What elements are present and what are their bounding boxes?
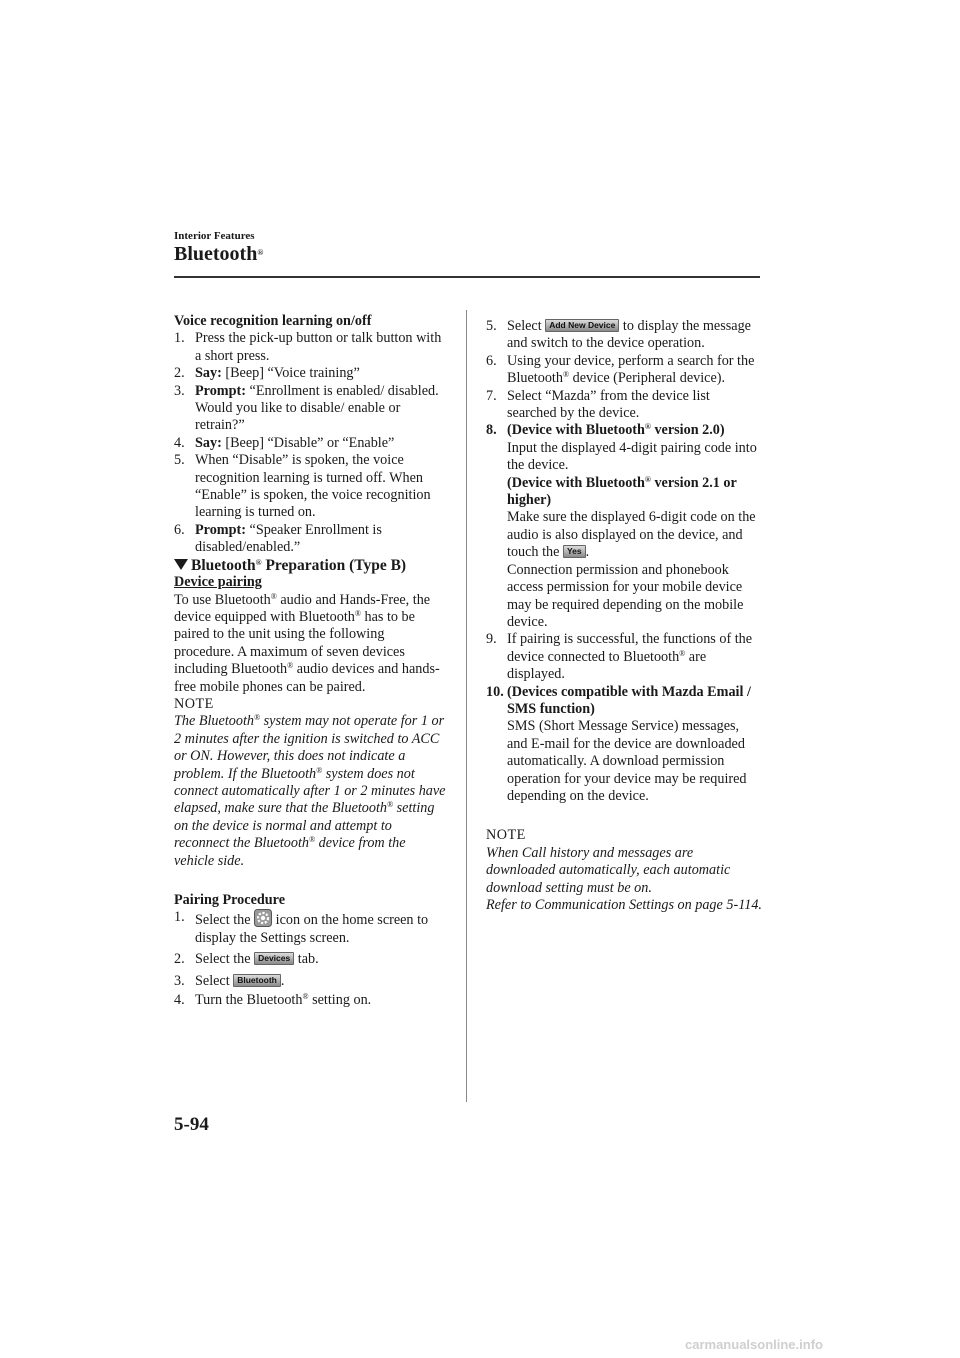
bluetooth-button[interactable]: Bluetooth [233, 974, 281, 987]
vr-step: 6. Prompt: “Speaker Enrollment is disabled/enabled.” [174, 521, 382, 556]
device-pairing-heading: Device pairing [174, 574, 262, 591]
right-note-text-1: When Call history and messages are downloaded automatically, each automatic download setting must be on. [486, 844, 731, 896]
vr-steps-list [174, 330, 446, 556]
note-text: The Bluetooth® system may not operate for 1 or 2 minutes after the ignition is switched to ACC or ON. However, this does not indicate a problem. If the Bluetooth® system does not connect automatically after 1 or 2 minutes have elapsed, make sure that the Bluetooth® setting on the device is normal and attempt to reconnect the Bluetooth® device from the vehicle side. [174, 713, 446, 869]
step-5: 5. Select Add New Device to display the message and switch to the device operation. [486, 318, 751, 352]
vr-step: 5. When “Disable” is spoken, the voice recognition learning is turned off. When “Enable” is spoken, the voice recognition learning is turned on. [174, 452, 431, 521]
step-9: 9. If pairing is successful, the functions of the device connected to Bluetooth® are displayed. [486, 631, 753, 683]
vr-heading: Voice recognition learning on/off [174, 313, 372, 329]
proc-step-2: 2. Select the Devices tab. [174, 951, 319, 968]
right-note-label: NOTE [486, 827, 526, 844]
note-label: NOTE [174, 695, 214, 712]
vr-step: 1. Press the pick-up button or talk button with a short press. [174, 330, 442, 364]
right-note-text-2: Refer to Communication Settings on page 5-114. [486, 897, 762, 913]
proc-step-1: 1. Select the icon on the home screen to display the Settings screen. [174, 909, 429, 946]
left-column [174, 313, 446, 1009]
step-10: 10. (Devices compatible with Mazda Email / SMS function) SMS (Short Message Service) messages, and E-mail for the device are downloaded automatically. A download permission operation for your device may be required depending on the device. [486, 683, 751, 804]
vr-step: 4. Say: [Beep] “Disable” or “Enable” [174, 434, 395, 451]
proc-step-4: 4. Turn the Bluetooth® setting on. [174, 992, 372, 1009]
watermark: carmanualsonline.info [685, 1337, 823, 1352]
step-6: 6. Using your device, perform a search for the Bluetooth® device (Peripheral device). [486, 352, 755, 387]
prep-heading: Bluetooth® Preparation (Type B) [174, 557, 446, 574]
right-column [486, 318, 762, 914]
vr-step: 3. Prompt: “Enrollment is enabled/ disabled. Would you like to disable/ enable or retrain?” [174, 382, 439, 434]
section-label: Interior Features [174, 230, 255, 242]
gear-icon [254, 909, 272, 927]
triangle-icon [174, 559, 188, 570]
devices-tab-button[interactable]: Devices [254, 952, 294, 965]
pairing-procedure-heading: Pairing Procedure [174, 892, 285, 908]
vr-step: 2. Say: [Beep] “Voice training” [174, 365, 360, 382]
add-new-device-button[interactable]: Add New Device [545, 319, 619, 332]
page-title: Bluetooth® [174, 243, 264, 265]
pairing-paragraph: To use Bluetooth® audio and Hands-Free, the device equipped with Bluetooth® has to be paired to the unit using the following procedure. A maximum of seven devices including Bluetooth® audio devices and hands-free mobile phones can be paired. [174, 591, 440, 695]
yes-button[interactable]: Yes [563, 545, 586, 558]
header-rule [174, 276, 760, 278]
proc-step-3: 3. Select Bluetooth . [174, 972, 285, 989]
step-7: 7. Select “Mazda” from the device list searched by the device. [486, 387, 710, 422]
page-number: 5-94 [174, 1114, 209, 1135]
column-divider [466, 310, 467, 1102]
step-8: 8. (Device with Bluetooth® version 2.0) Input the displayed 4-digit pairing code into the device. (Device with Bluetooth® version 2.1 or higher) Make sure the displayed 6-digit code on the audio is also displayed on the device, and touch the Yes . Connection permission and phonebook access permission for your mobile device may be required depending on the mobile device. [486, 422, 757, 630]
